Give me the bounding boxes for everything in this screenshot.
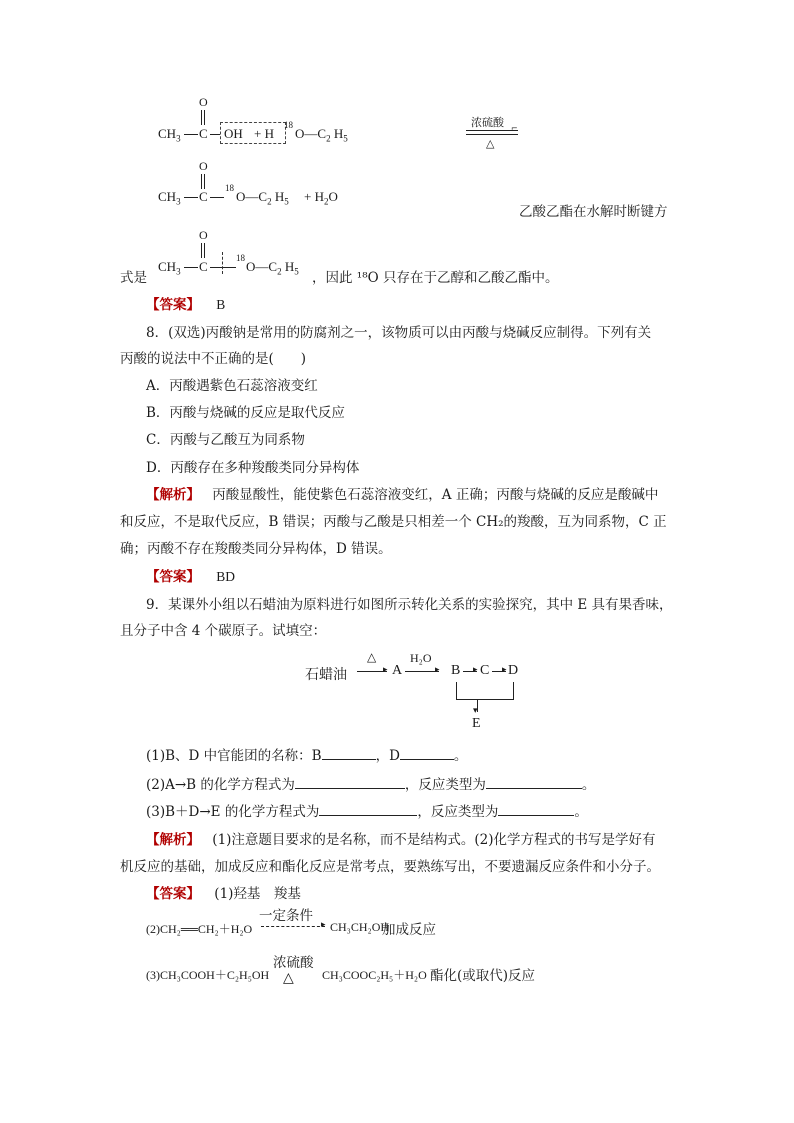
equation-left: (3)CH₃COOH＋C₂H₅OH (146, 968, 270, 982)
carbonyl-oxygen: O (199, 159, 208, 173)
q8-analysis-line2: 和反应，不是取代反应，B 错误；丙酸与乙酸是只相差一个 CH₂的羧酸，互为同系物，C 正 (120, 514, 667, 530)
connector-line (456, 699, 514, 700)
q8-option-a: A．丙酸遇紫色石蕊溶液变红 (146, 378, 318, 394)
q9-sub1 (146, 744, 467, 764)
formula-row3-c: C (199, 259, 208, 274)
q8-analysis-line3: 确；丙酸不存在羧酸类同分异构体，D 错误。 (120, 541, 392, 557)
reaction-condition-bottom: △ (283, 970, 294, 986)
sub2-end: 。 (581, 777, 596, 793)
answer-tag: 【答案】 (146, 569, 200, 585)
equation-right: CH₃COOC₂H₅＋H₂O (322, 968, 427, 982)
sub1-end: 。 (453, 748, 468, 764)
blank-type-field[interactable] (486, 777, 582, 789)
reaction-arrow (261, 926, 325, 927)
node-a: A (392, 663, 403, 678)
carbonyl-oxygen: O (199, 228, 208, 242)
hydroxyl-group: OH (224, 126, 243, 141)
isotope-18: 18 (225, 183, 234, 193)
blank-d-field[interactable] (400, 748, 454, 760)
arrow-head-icon: ▾ (473, 706, 478, 716)
formula-row2-ch3: $CH_3$ (158, 189, 181, 207)
ethoxy-group: $O—C_2$ $H_5$ (246, 259, 299, 277)
answer-value: BD (216, 569, 236, 584)
bond-line (184, 267, 198, 268)
sub3-end: 。 (574, 804, 588, 820)
blank-equation-field[interactable] (319, 804, 417, 816)
bond-line (210, 267, 236, 268)
q8-answer (146, 565, 235, 585)
arrow-head-icon: ▸ (502, 665, 507, 675)
connector-line (456, 682, 457, 699)
reaction-type: 酯化(或取代)反应 (430, 968, 536, 984)
isotope-18: 18 (236, 253, 245, 263)
arrow-condition-bottom: △ (486, 137, 495, 150)
connector-line (513, 682, 514, 699)
sub1-label: (1)B、D 中官能团的名称：B (146, 748, 322, 764)
q8-stem-line2: 丙酸的说法中不正确的是( ) (120, 351, 307, 367)
formula-row1-c: C (199, 126, 208, 141)
line3-tail: ，因此 ¹⁸O 只存在于乙醇和乙酸乙酯中。 (312, 270, 559, 286)
carbonyl-oxygen: O (199, 95, 208, 109)
reversible-arrow-backward (466, 134, 518, 135)
blank-type-field[interactable] (498, 804, 574, 816)
condition-water: H₂O (410, 651, 432, 665)
answer-value: (1)羟基 羧基 (214, 886, 301, 902)
bond-line (184, 134, 198, 135)
arrow-line (405, 671, 439, 672)
q8-stem-line1: 8．(双选)丙酸钠是常用的防腐剂之一，该物质可以由丙酸与烧碱反应制得。下列有关 (146, 325, 652, 341)
reaction-type: 加成反应 (382, 922, 436, 938)
q8-option-c: C．丙酸与乙酸互为同系物 (146, 432, 305, 448)
bond-line (210, 134, 220, 135)
q7-answer (146, 293, 225, 313)
bond-line (184, 197, 198, 198)
formula-row2-c: C (199, 189, 208, 204)
q9-analysis-line2: 机反应的基础，加成反应和酯化反应是常考点，要熟练写出，不要遗漏反应条件和小分子。 (120, 859, 660, 875)
sub2-type-label: ，反应类型为 (404, 777, 486, 793)
answer-tag: 【答案】 (146, 886, 200, 902)
hydrolysis-text: 乙酸乙酯在水解时断键方 (519, 204, 668, 220)
node-b: B (451, 663, 461, 678)
node-e: E (472, 716, 481, 731)
formula-row3-ch3: $CH_3$ (158, 259, 181, 277)
isotope-18: 18 (284, 120, 293, 130)
node-c: C (480, 663, 490, 678)
double-bond-line (201, 243, 202, 258)
node-d: D (508, 663, 519, 678)
arrow-condition-top: 浓硫酸 (471, 116, 504, 129)
q9-sub3 (146, 800, 588, 820)
q8-option-d: D．丙酸存在多种羧酸类同分异构体 (146, 460, 360, 476)
line3-lead: 式是 (120, 270, 147, 286)
sub1-label-d: ，D (375, 748, 400, 764)
double-bond-line (201, 110, 202, 125)
answer-tag: 【答案】 (146, 297, 200, 313)
node-paraffin-oil: 石蜡油 (305, 667, 347, 683)
cleavage-marker (222, 252, 223, 274)
analysis-tag: 【解析】 (146, 487, 200, 503)
reaction-condition: 一定条件 (259, 908, 313, 924)
sub3-label: (3)B＋D→E 的化学方程式为 (146, 804, 320, 820)
double-bond-line (201, 174, 202, 189)
double-bond-line (204, 243, 205, 258)
arrow-head-icon: ⌐ (511, 124, 518, 133)
bond-line (210, 197, 224, 198)
formula-row1-ch3: $CH_3$ (158, 126, 181, 144)
blank-b-field[interactable] (322, 748, 376, 760)
q8-analysis-line1 (146, 483, 658, 503)
condition-heat: △ (367, 650, 377, 664)
arrow-head-icon: ▸ (435, 665, 440, 675)
equation-right: CH₃CH₂OH (330, 920, 390, 934)
analysis-text: 丙酸显酸性，能使紫色石蕊溶液变红，A 正确；丙酸与烧碱的反应是酸碱中 (212, 487, 659, 503)
q9-stem-line1: 9．某课外小组以石蜡油为原料进行如图所示转化关系的实验探究，其中 E 具有果香味， (146, 597, 673, 613)
arrow-head-icon: ▸ (473, 665, 478, 675)
double-bond-line (204, 110, 205, 125)
answer-value: B (216, 297, 226, 312)
sub2-label: (2)A→B 的化学方程式为 (146, 777, 295, 793)
q8-option-b: B．丙酸与烧碱的反应是取代反应 (146, 405, 345, 421)
arrow-head-icon: ▸ (321, 920, 326, 930)
ethoxy-group: $O—C_2$ $H_5$ (236, 189, 289, 207)
reaction-condition-top: 浓硫酸 (273, 955, 314, 971)
q9-analysis-line1 (146, 828, 656, 848)
sub3-type-label: ，反应类型为 (417, 804, 499, 820)
blank-equation-field[interactable] (295, 777, 405, 789)
water-product: + $H_2O$ (304, 189, 338, 207)
plus-h: + H (254, 126, 274, 141)
analysis-tag: 【解析】 (146, 832, 200, 848)
equation-left: (2)CH₂══CH₂＋H₂O (146, 922, 253, 936)
analysis-text: (1)注意题目要求的是名称，而不是结构式。(2)化学方程式的书写是学好有 (212, 832, 656, 848)
q9-stem-line2: 且分子中含 4 个碳原子。试填空： (120, 623, 327, 639)
q9-sub2 (146, 773, 595, 793)
ethoxy-group: $O—C_2$ $H_5$ (295, 126, 348, 144)
arrow-head-icon: ▸ (383, 665, 388, 675)
double-bond-line (204, 174, 205, 189)
q9-answer-line1 (146, 882, 301, 902)
